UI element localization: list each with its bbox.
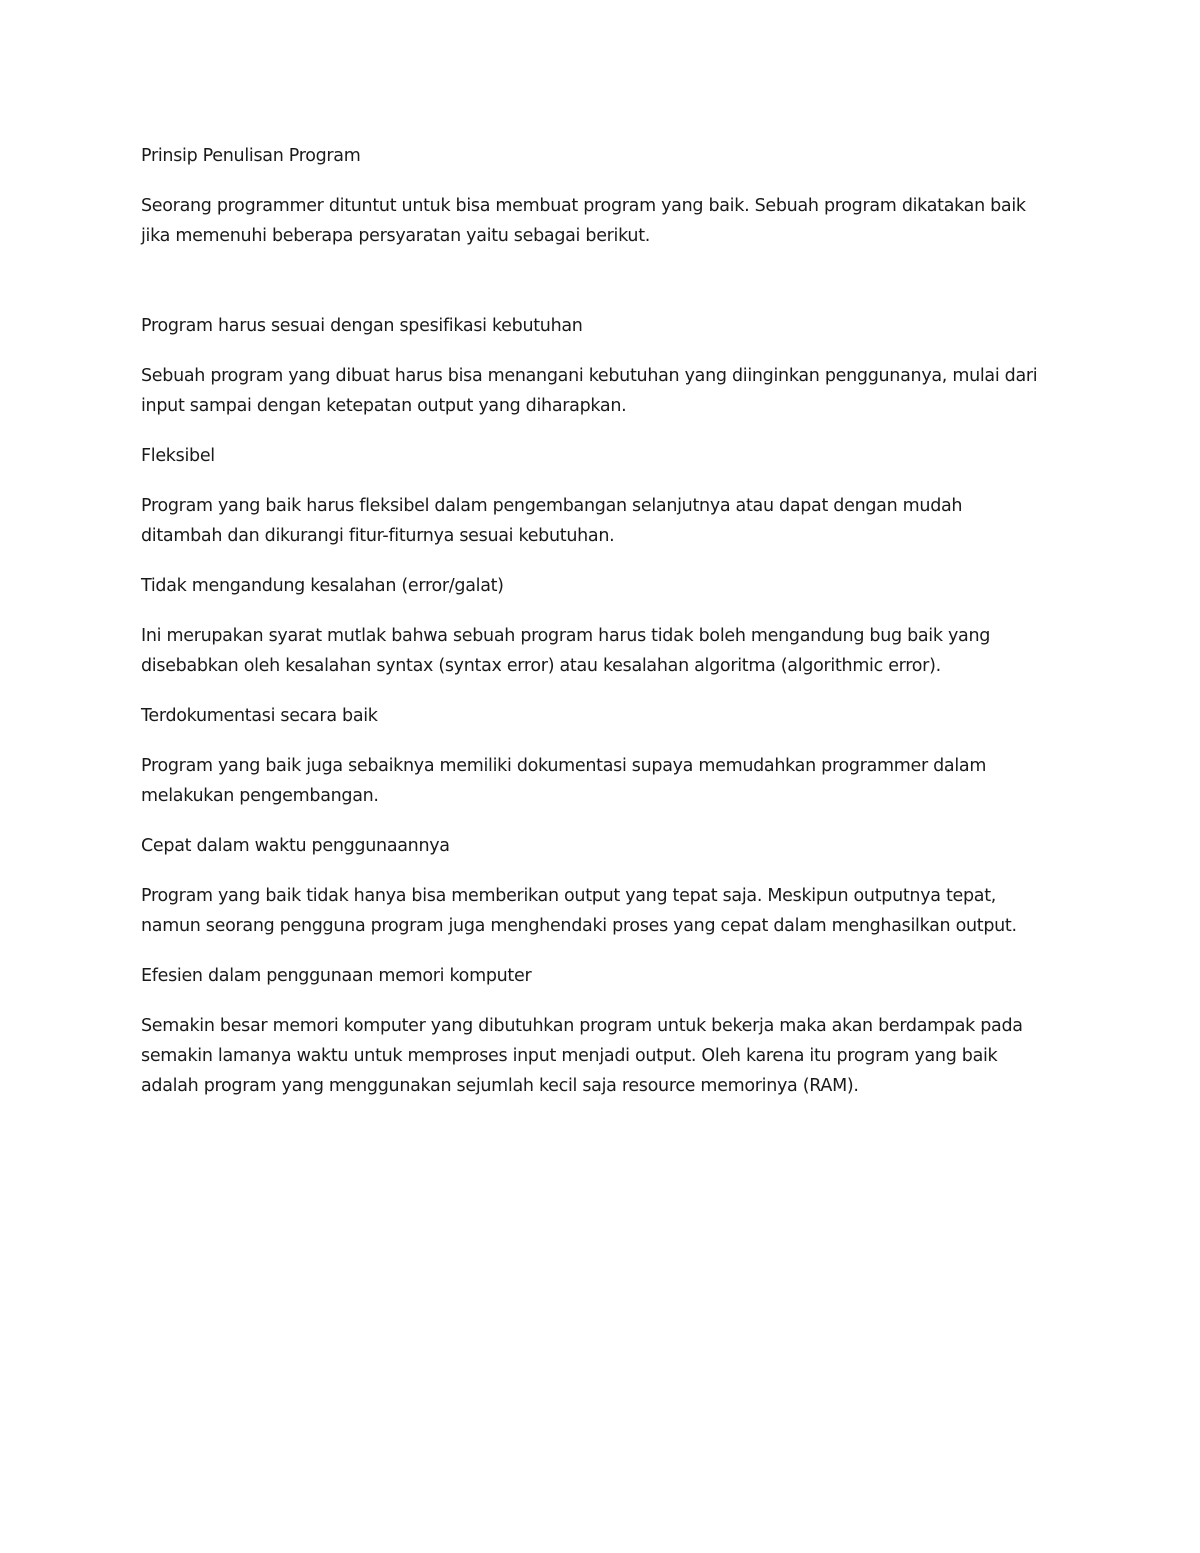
body-line: Semakin besar memori komputer yang dibutuhkan program untuk bekerja maka akan berdampak pada <box>141 1016 1023 1036</box>
document-title: Prinsip Penulisan Program <box>141 146 361 166</box>
document-content <box>141 141 1061 1121</box>
intro-line: Seorang programmer dituntut untuk bisa membuat program yang baik. Sebuah program dikatakan baik <box>141 196 1026 216</box>
body-line: ditambah dan dikurangi fitur-fiturnya sesuai kebutuhan. <box>141 526 615 546</box>
body-line: Program yang baik harus fleksibel dalam pengembangan selanjutnya atau dapat dengan mudah <box>141 496 963 516</box>
section-heading-text: Fleksibel <box>141 446 215 466</box>
intro-paragraph <box>141 191 1061 251</box>
body-line: namun seorang pengguna program juga menghendaki proses yang cepat dalam menghasilkan output. <box>141 916 1017 936</box>
section-heading-text: Terdokumentasi secara baik <box>141 706 378 726</box>
section-body <box>141 621 1061 681</box>
section-heading <box>141 831 1061 861</box>
section-heading-text: Efesien dalam penggunaan memori komputer <box>141 966 532 986</box>
section-body <box>141 491 1061 551</box>
blank-line <box>141 271 1061 311</box>
section-body <box>141 881 1061 941</box>
section-heading <box>141 571 1061 601</box>
body-line: adalah program yang menggunakan sejumlah kecil saja resource memorinya (RAM). <box>141 1076 859 1096</box>
body-line: input sampai dengan ketepatan output yang diharapkan. <box>141 396 627 416</box>
section-body <box>141 361 1061 421</box>
section-body <box>141 1011 1061 1101</box>
intro-line: jika memenuhi beberapa persyaratan yaitu sebagai berikut. <box>141 226 651 246</box>
section-heading-text: Program harus sesuai dengan spesifikasi kebutuhan <box>141 316 583 336</box>
body-line: semakin lamanya waktu untuk memproses input menjadi output. Oleh karena itu program yang baik <box>141 1046 998 1066</box>
section-heading <box>141 961 1061 991</box>
section-heading <box>141 701 1061 731</box>
document-title-block <box>141 141 1061 171</box>
body-line: Program yang baik juga sebaiknya memiliki dokumentasi supaya memudahkan programmer dalam <box>141 756 987 776</box>
section-heading-text: Cepat dalam waktu penggunaannya <box>141 836 450 856</box>
section-body <box>141 751 1061 811</box>
section-heading <box>141 441 1061 471</box>
body-line: Sebuah program yang dibuat harus bisa menangani kebutuhan yang diinginkan penggunanya, mulai dari <box>141 366 1038 386</box>
body-line: disebabkan oleh kesalahan syntax (syntax error) atau kesalahan algoritma (algorithmic error). <box>141 656 941 676</box>
body-line: Ini merupakan syarat mutlak bahwa sebuah program harus tidak boleh mengandung bug baik yang <box>141 626 991 646</box>
body-line: Program yang baik tidak hanya bisa memberikan output yang tepat saja. Meskipun outputnya tepat, <box>141 886 997 906</box>
section-heading <box>141 311 1061 341</box>
section-heading-text: Tidak mengandung kesalahan (error/galat) <box>141 576 504 596</box>
body-line: melakukan pengembangan. <box>141 786 379 806</box>
